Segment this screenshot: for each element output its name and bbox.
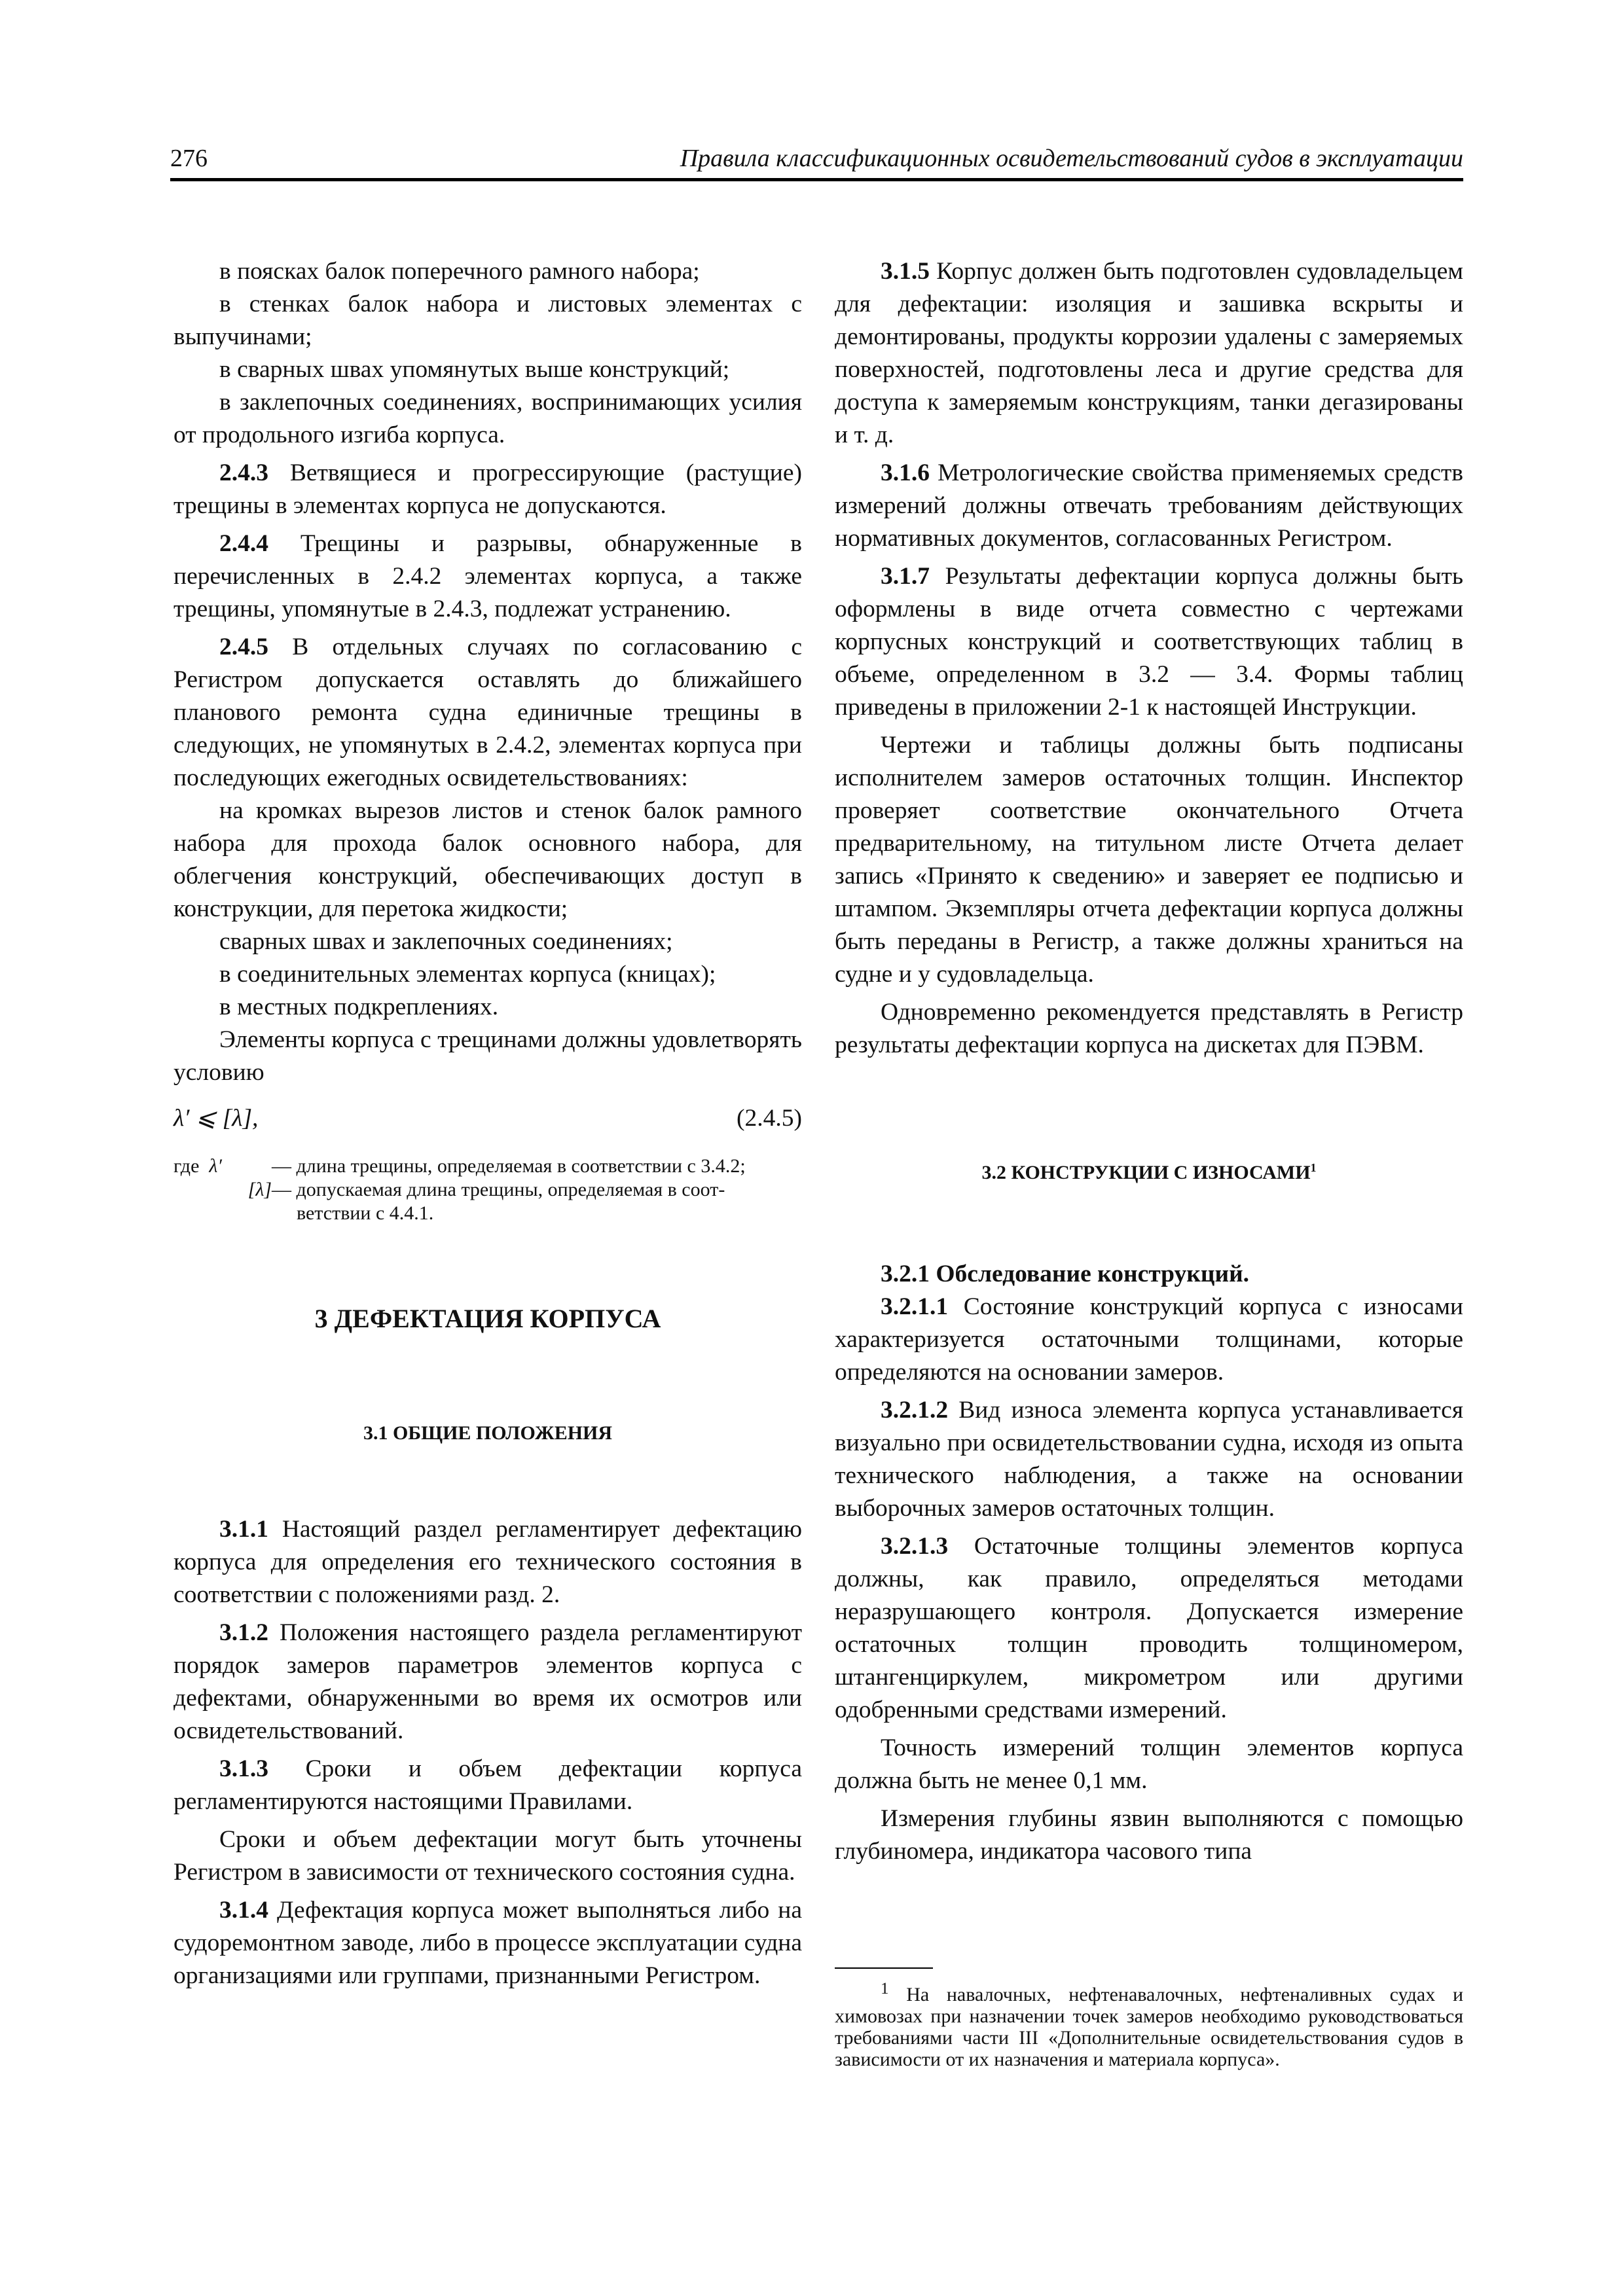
legend-row xyxy=(173,1155,802,1178)
footnote-marker: 1 xyxy=(1310,1161,1317,1174)
paragraph: в местных подкреплениях. xyxy=(219,994,499,1020)
paragraph: Чертежи и таблицы должны быть подписаны исполнителем замеров остаточных толщин. Инспектор проверяет соответствие окончательного Отчета предварительному, на титульном листе Отчета делает запись «Принято к сведению» и заверяет ее подписью и штампом. Экземпляры отчета дефектации корпуса должны быть переданы в Регистр, а также должны храниться на судне и у судовладельца. xyxy=(835,732,1463,988)
running-title: Правила классификационных освидетельствований судов в эксплуатации xyxy=(680,145,1463,172)
clause-3-2-1-2 xyxy=(835,1394,1463,1525)
section-title: 3 ДЕФЕКТАЦИЯ КОРПУСА xyxy=(314,1304,661,1333)
clause-3-2-1-1 xyxy=(835,1291,1463,1389)
clause-text: Настоящий раздел регламентирует дефектацию корпуса для определения его технического состояния в соответствии с положениями разд. 2. xyxy=(173,1516,802,1608)
legend-symbol: [λ] xyxy=(247,1179,272,1200)
clause-text: Результаты дефектации корпуса должны быть оформлены в виде отчета совместно с чертежами корпусных конструкций и соответствующих таблиц в объеме, определенном в 3.2 — 3.4. Формы таблиц приведены в приложении 2-1 к настоящей Инструкции. xyxy=(835,563,1463,721)
clause-text: Состояние конструкций корпуса с износами характеризуется остаточными толщинами, которые определяются на основании замеров. xyxy=(835,1293,1463,1386)
paragraph: Измерения глубины язвин выполняются с помощью глубиномера, индикатора часового типа xyxy=(835,1805,1463,1865)
clause-3-1-5 xyxy=(835,255,1463,452)
left-column xyxy=(173,255,802,1992)
page-number: 276 xyxy=(170,145,208,172)
footnote-number: 1 xyxy=(881,1980,889,1998)
paragraph: сварных швах и заклепочных соединениях; xyxy=(219,928,673,955)
formula-number: (2.4.5) xyxy=(737,1105,802,1132)
clause-text: Трещины и разрывы, обнаруженные в перечисленных в 2.4.2 элементах корпуса, а также трещины, упомянутые в 2.4.3, подлежат устранению. xyxy=(173,530,802,622)
paragraph: Сроки и объем дефектации могут быть уточнены Регистром в зависимости от технического состояния судна. xyxy=(173,1826,802,1886)
paragraph: в заклепочных соединениях, воспринимающих усилия от продольного изгиба корпуса. xyxy=(173,389,802,448)
formula-legend xyxy=(173,1155,802,1225)
legend-text: — длина трещины, определяемая в соответствии с 3.4.2; xyxy=(272,1155,746,1177)
paragraph: Точность измерений толщин элементов корпуса должна быть не менее 0,1 мм. xyxy=(835,1734,1463,1794)
clause-3-2-1-3 xyxy=(835,1530,1463,1727)
clause-3-1-6 xyxy=(835,457,1463,555)
legend-continuation: ветствии с 4.4.1. xyxy=(297,1202,434,1224)
paragraph: в стенках балок набора и листовых элементах с выпучинами; xyxy=(173,291,802,350)
legend-text: — допускаемая длина трещины, определяемая в соот- xyxy=(272,1179,725,1200)
clause-text: Остаточные толщины элементов корпуса должны, как правило, определяться методами неразрушающего контроля. Допускается измерение остаточных толщин проводить толщиномером, штангенциркулем, микрометром или другими одобренными средствами измерений. xyxy=(835,1533,1463,1723)
clause-2-4-5 xyxy=(173,631,802,795)
right-column xyxy=(835,255,1463,1868)
clause-number: 3.1.1 xyxy=(219,1516,268,1543)
clause-number: 2.4.3 xyxy=(219,459,268,486)
formula-expression: λ′ ⩽ [λ], xyxy=(173,1105,259,1132)
clause-number: 3.1.7 xyxy=(881,563,930,590)
clause-number: 3.1.3 xyxy=(219,1755,268,1782)
paragraph: в сварных швах упомянутых выше конструкций; xyxy=(219,356,730,383)
clause-3-1-2 xyxy=(173,1617,802,1748)
legend-label xyxy=(173,1155,272,1178)
paragraph: Элементы корпуса с трещинами должны удовлетворять условию xyxy=(173,1026,802,1086)
clause-3-1-3 xyxy=(173,1753,802,1818)
footnote-text: На навалочных, нефтенавалочных, нефтеналивных судах и химовозах при назначении точек замеров необходимо руководствоваться требованиями части III «Дополнительные освидетельствования судов в зависимости от их назначения и материала корпуса». xyxy=(835,1984,1463,2070)
clause-text: Положения настоящего раздела регламентируют порядок замеров параметров элементов корпуса с дефектами, обнаруженными во время их осмотров или освидетельствований. xyxy=(173,1619,802,1744)
subsection-title xyxy=(835,1160,1463,1186)
clause-number: 3.2.1.1 xyxy=(881,1293,949,1320)
clause-text: В отдельных случаях по согласованию с Регистром допускается оставлять до ближайшего планового ремонта судна единичные трещины в следующих, не упомянутых в 2.4.2, элементах корпуса при последующих ежегодных освидетельствованиях: xyxy=(173,634,802,791)
clause-number: 2.4.4 xyxy=(219,530,268,557)
formula-2-4-5 xyxy=(173,1102,802,1136)
clause-3-1-1 xyxy=(173,1513,802,1611)
subsection-heading: 3.2.1 Обследование конструкций. xyxy=(881,1261,1250,1287)
where-word: где xyxy=(173,1155,200,1177)
clause-number: 3.1.4 xyxy=(219,1897,268,1924)
clause-3-1-4 xyxy=(173,1894,802,1992)
legend-symbol: λ′ xyxy=(209,1155,222,1177)
page-header xyxy=(170,145,1463,181)
clause-number: 3.1.6 xyxy=(881,459,930,486)
clause-number: 3.2.1.2 xyxy=(881,1397,949,1424)
legend-row xyxy=(173,1178,802,1202)
clause-text: Метрологические свойства применяемых средств измерений должны отвечать требованиям действующих нормативных документов, согласованных Регистром. xyxy=(835,459,1463,552)
clause-text: Дефектация корпуса может выполняться либо на судоремонтном заводе, либо в процессе эксплуатации судна организациями или группами, признанными Регистром. xyxy=(173,1897,802,1989)
clause-2-4-3 xyxy=(173,457,802,522)
clause-text: Ветвящиеся и прогрессирующие (растущие) трещины в элементах корпуса не допускаются. xyxy=(173,459,802,519)
footnote xyxy=(835,1978,1463,2070)
legend-label xyxy=(173,1178,272,1202)
clause-number: 3.1.2 xyxy=(219,1619,268,1646)
paragraph: Одновременно рекомендуется представлять в Регистр результаты дефектации корпуса на дискетах для ПЭВМ. xyxy=(835,999,1463,1058)
footnote-divider xyxy=(835,1967,933,1969)
clause-text: Сроки и объем дефектации корпуса регламентируются настоящими Правилами. xyxy=(173,1755,802,1815)
clause-number: 2.4.5 xyxy=(219,634,268,660)
clause-3-1-7 xyxy=(835,560,1463,724)
subsection-title: 3.1 ОБЩИЕ ПОЛОЖЕНИЯ xyxy=(363,1422,613,1444)
clause-number: 3.1.5 xyxy=(881,258,930,285)
clause-number: 3.2.1.3 xyxy=(881,1533,949,1560)
paragraph: в поясках балок поперечного рамного набора; xyxy=(219,258,700,285)
clause-text: Корпус должен быть подготовлен судовладельцем для дефектации: изоляция и зашивка вскрыты и демонтированы, продукты коррозии удалены с замеряемых поверхностей, подготовлены леса и другие средства для доступа к замеряемым конструкциям, танки дегазированы и т. д. xyxy=(835,258,1463,448)
clause-text: Вид износа элемента корпуса устанавливается визуально при освидетельствовании судна, исходя из опыта технического наблюдения, а также на основании выборочных замеров остаточных толщин. xyxy=(835,1397,1463,1522)
paragraph: на кромках вырезов листов и стенок балок рамного набора для прохода балок основного набора, для облегчения конструкций, обеспечивающих доступ в конструкции, для перетока жидкости; xyxy=(173,797,802,922)
paragraph: в соединительных элементах корпуса (кницах); xyxy=(219,961,716,988)
subsection-title-text: 3.2 КОНСТРУКЦИИ С ИЗНОСАМИ xyxy=(981,1162,1311,1183)
clause-2-4-4 xyxy=(173,528,802,626)
